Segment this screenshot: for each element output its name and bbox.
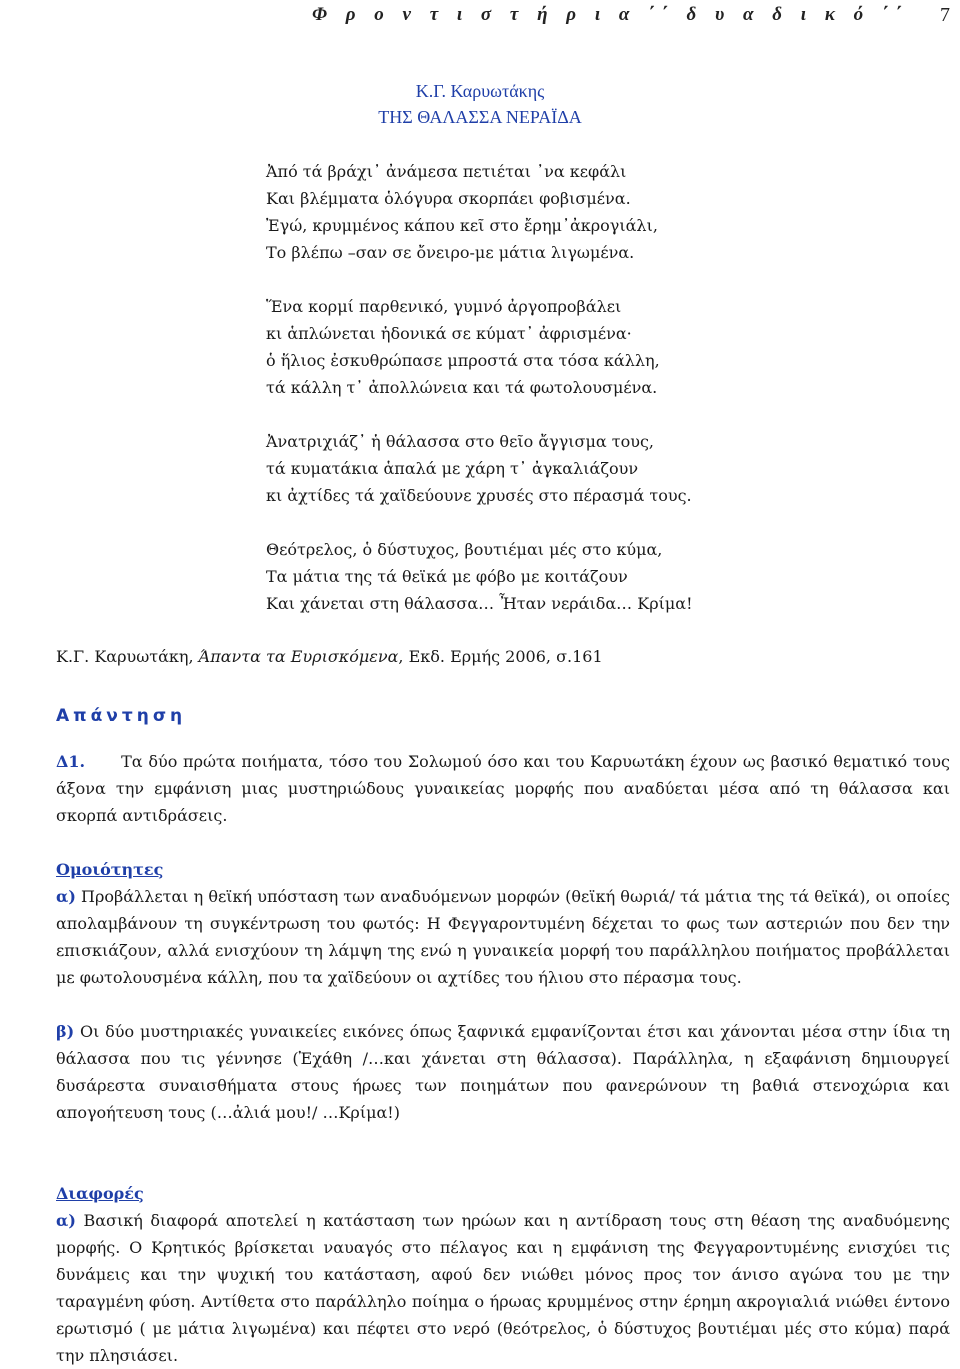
stanza-1 <box>266 158 906 266</box>
poem-title: ΤΗΣ ΘΑΛΑΣΣΑ ΝΕΡΑΪΔΑ <box>378 107 582 127</box>
stanza-3 <box>266 428 906 509</box>
poem-title-block <box>0 78 960 130</box>
verse-line: Ἀπό τά βράχι᾽ ἀνάμεσα πετιέται ᾽να κεφάλι <box>266 162 627 181</box>
verse-line: τά κάλλη τ᾽ ἀπολλώνεια και τά φωτολουσμένα. <box>266 378 658 397</box>
verse-line: Ἐγώ, κρυμμένος κάπου κεῖ στο ἔρημ᾽ἀκρογιάλι, <box>266 216 658 235</box>
answer-heading: Απάντηση <box>56 706 187 726</box>
citation-rest: , Εκδ. Ερμής 2006, σ.161 <box>398 647 603 666</box>
page-number: 7 <box>940 4 950 26</box>
poem-author: Κ.Γ. Καρυωτάκης <box>415 81 545 101</box>
differences-heading: Διαφορές <box>56 1184 144 1203</box>
header-title: Φ ρ ο ν τ ι σ τ ή ρ ι α ΄΄ δ υ α δ ι κ ό ΄΄ <box>312 4 909 25</box>
verse-line: ὁ ἥλιος ἐσκυθρώπασε μπροστά στα τόσα κάλλη, <box>266 351 660 370</box>
similarity-b-label: β) <box>56 1022 75 1041</box>
stanza-2 <box>266 293 906 401</box>
difference-a-text: Βασική διαφορά αποτελεί η κατάσταση των ηρώων και η αντίδραση τους στη θέαση της αναδυόμενης μορφής. Ο Κρητικός βρίσκεται ναυαγός στο πέλαγος και η εμφάνιση της Φεγγαροντυμένης ενισχύει τις δυνάμεις και την ψυχική του κατάσταση, αφού δεν νιώθει μόνος προς τον άνισο αγώνα του με την ταραγμένη φύση. Αντίθετα στο παράλληλο ποίημα ο ήρωας κρυμμένος στην έρημη ακρογιαλιά νιώθει έντονο ερωτισμό ( με μάτια λιγωμένα) και πέφτει στο νερό (θεότρελος, ὁ δύστυχος βουτιέμαι μές στο κύμα) παρά την πλησιάσει. <box>56 1211 951 1365</box>
verse-line: Το βλέπω –σαν σε ὄνειρο-με μάτια λιγωμένα. <box>266 243 635 262</box>
citation-work: Άπαντα τα Ευρισκόμενα <box>198 647 399 666</box>
verse-line: Ἕνα κορμί παρθενικό, γυμνό ἀργοπροβάλει <box>266 297 622 316</box>
d1-paragraph <box>56 748 950 829</box>
page-header <box>0 4 960 28</box>
difference-a-label: α) <box>56 1211 76 1230</box>
d1-text: Τα δύο πρώτα ποιήματα, τόσο του Σολωμού όσο και του Καρυωτάκη έχουν ως βασικό θεματικό τους άξονα την εμφάνιση μιας μυστηριώδους γυναικείας μορφής που αναδύεται μέσα από τη θάλασσα και σκορπά αντιδράσεις. <box>56 752 950 825</box>
citation <box>56 643 603 670</box>
similarity-a-text: Προβάλλεται η θεϊκή υπόσταση των αναδυόμενων μορφών (θεϊκή θωριά/ τά μάτια της τά θεϊκά), οι οποίες απολαμβάνουν τη συγκέντρωση του φωτός: Η Φεγγαροντυμένη δέχεται το φως των αστεριών που δεν την επισκιάζουν, αλλά ενισχύουν τη λάμψη της ενώ η γυναικεία μορφή του παράλληλου ποιήματος προβάλλεται με φωτολουσμένα κάλλη, που τα χαϊδεύουν οι αχτίδες του ήλιου στο πέρασμα τους. <box>56 887 950 987</box>
verse-line: Ἀνατριχιάζ᾽ ἡ θάλασσα στο θεῖο ἄγγισμα τους, <box>266 432 655 451</box>
similarities-heading: Ομοιότητες <box>56 860 164 879</box>
similarity-b <box>56 1018 950 1126</box>
similarity-b-text: Οι δύο μυστηριακές γυναικείες εικόνες όπως ξαφνικά εμφανίζονται έτσι και χάνονται μέσα στην ίδια τη θάλασσα που τις γέννησε (Ἐχάθη /…και χάνεται στη θάλασσα). Παράλληλα, η εξαφάνιση δημιουργεί δυσάρεστα συναισθήματα στους ήρωες των ποιημάτων που φανερώνουν τη βαθιά στενοχώρια και απογοήτευση τους (…ἀλιά μου!/ …Κρίμα!) <box>56 1022 951 1122</box>
similarity-a-label: α) <box>56 887 76 906</box>
verse-line: Θεότρελος, ὁ δύστυχος, βουτιέμαι μές στο κύμα, <box>266 540 663 559</box>
differences-heading-row <box>56 1180 950 1207</box>
d1-label: Δ1. <box>56 752 86 771</box>
stanza-4 <box>266 536 906 617</box>
verse-line: κι ἀχτίδες τά χαϊδεύουνε χρυσές στο πέρασμά τους. <box>266 486 692 505</box>
citation-author: Κ.Γ. Καρυωτάκη, <box>56 647 199 666</box>
verse-line: Και χάνεται στη θάλασσα… Ἦταν νεράιδα… Κρίμα! <box>266 594 693 613</box>
similarity-a <box>56 883 950 991</box>
verse-line: Και βλέμματα ὁλόγυρα σκορπάει φοβισμένα. <box>266 189 631 208</box>
verse-line: τά κυματάκια ἁπαλά με χάρη τ᾽ ἀγκαλιάζουν <box>266 459 639 478</box>
similarities-heading-row <box>56 856 950 883</box>
verse-line: κι ἁπλώνεται ἡδονικά σε κύματ᾽ ἀφρισμένα· <box>266 324 632 343</box>
difference-a <box>56 1207 950 1369</box>
verse-line: Τα μάτια της τά θεϊκά με φόβο με κοιτάζουν <box>266 567 628 586</box>
